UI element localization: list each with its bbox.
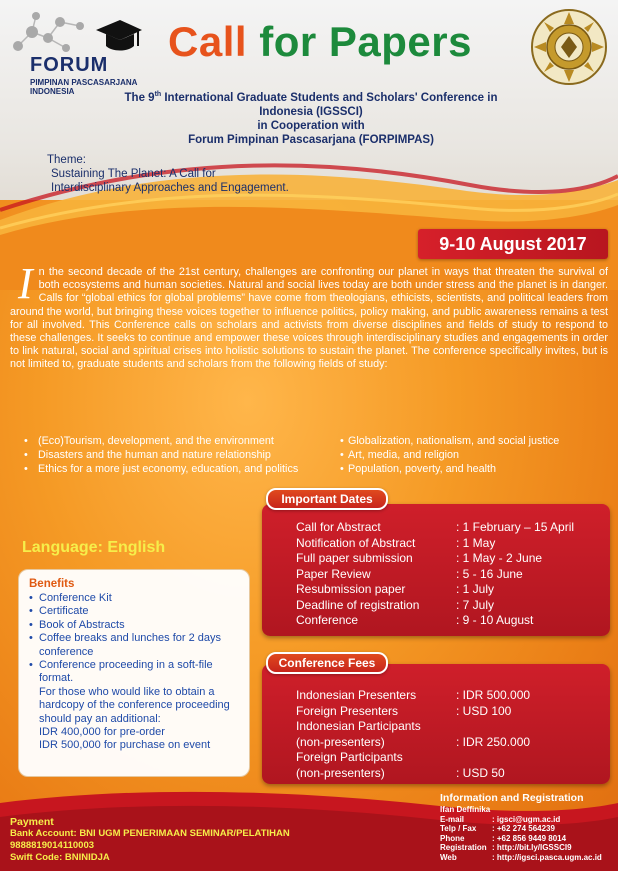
info-telp-fax: : +62 274 564239	[492, 824, 555, 834]
info-row	[440, 834, 602, 844]
university-seal-icon	[530, 8, 608, 86]
intro-paragraph	[10, 259, 608, 372]
conference-fees-title: Conference Fees	[266, 652, 388, 674]
fee-label: (non-presenters)	[296, 765, 385, 780]
benefit-item: • Conference proceeding in a soft-file format.	[29, 659, 239, 686]
benefits-box	[18, 569, 250, 777]
info-email[interactable]: : igsci@ugm.ac.id	[492, 814, 561, 824]
info-label: Telp / Fax	[440, 824, 477, 834]
date-value: : 5 - 16 June	[456, 566, 523, 581]
date-value: : 1 February – 15 April	[456, 520, 575, 534]
info-row	[440, 853, 602, 863]
subtitle-line4: Forum Pimpinan Pascasarjana (FORPIMPAS)	[188, 133, 434, 146]
subtitle-line3: in Cooperation with	[257, 119, 365, 132]
field-item: • Ethics for a more just economy, education, and politics	[24, 462, 324, 476]
info-label: Web	[440, 852, 457, 862]
date-row	[296, 613, 606, 629]
date-value: : 1 May	[456, 535, 496, 550]
fee-row	[296, 688, 606, 704]
conference-fees-table	[296, 688, 606, 781]
date-row	[296, 551, 606, 567]
fee-row	[296, 750, 606, 766]
benefit-item: • Coffee breaks and lunches for 2 days conference	[29, 632, 239, 659]
benefit-note: For those who would like to obtain a hardcopy of the conference proceeding should pay an additional:	[39, 685, 230, 725]
date-label: Notification of Abstract	[296, 535, 416, 550]
date-label: Paper Review	[296, 566, 371, 581]
title-for: for	[259, 18, 317, 65]
date-row	[296, 520, 606, 536]
fee-row	[296, 719, 606, 735]
payment-account-number: 9888819014110003	[10, 840, 95, 851]
page-title	[168, 18, 472, 66]
fee-row	[296, 766, 606, 782]
info-row	[440, 824, 602, 834]
subtitle-ordinal-suffix: th	[154, 91, 162, 98]
date-row	[296, 582, 606, 598]
benefits-list	[29, 592, 239, 686]
important-dates-title: Important Dates	[266, 488, 388, 510]
fee-value: : USD 50	[456, 765, 505, 780]
date-value: : 1 July	[456, 582, 495, 596]
date-label: Call for Abstract	[296, 520, 381, 534]
info-contact-name: Ifan Deffinika	[440, 805, 491, 814]
fee-value: : USD 100	[456, 703, 512, 718]
forum-logo	[8, 8, 158, 96]
date-label: Deadline of registration	[296, 597, 420, 612]
registration-info-block	[440, 792, 602, 863]
fee-value: : IDR 250.000	[456, 734, 531, 749]
payment-title: Payment	[10, 816, 54, 828]
benefit-preorder-price: IDR 400,000 for pre-order	[39, 726, 165, 739]
fee-row	[296, 704, 606, 720]
fee-label: (non-presenters)	[296, 734, 385, 749]
date-value: : 7 July	[456, 597, 495, 612]
fields-right-list	[340, 434, 610, 476]
date-label: Resubmission paper	[296, 582, 406, 596]
fee-label: Indonesian Presenters	[296, 688, 417, 702]
info-label: Registration	[440, 843, 487, 853]
fee-label: Indonesian Participants	[296, 719, 421, 733]
info-label: Phone	[440, 833, 465, 843]
field-item: • Population, poverty, and health	[340, 462, 610, 476]
intro-dropcap: I	[18, 259, 33, 308]
event-date-badge: 9-10 August 2017	[418, 229, 608, 259]
info-phone: : +62 856 9449 8014	[492, 833, 567, 843]
subtitle-ordinal: The 9	[124, 91, 155, 104]
title-papers: Papers	[328, 18, 472, 65]
theme-label: Theme:	[47, 154, 86, 166]
benefits-title: Benefits	[29, 578, 75, 590]
info-title: Information and Registration	[440, 792, 584, 804]
logo-subtitle-line1: PIMPINAN PASCASARJANA	[30, 78, 138, 87]
subtitle-line1: International Graduate Students and Scholars' Conference in	[161, 91, 498, 104]
conference-subtitle	[96, 88, 526, 147]
field-item: • (Eco)Tourism, development, and the environment	[24, 434, 324, 448]
payment-block	[10, 816, 290, 864]
date-label: Full paper submission	[296, 551, 413, 565]
date-row	[296, 598, 606, 614]
fields-left-list	[24, 434, 324, 476]
benefit-item: • Conference Kit	[29, 592, 239, 605]
intro-text: n the second decade of the 21st century, challenges are confronting our planet in ways that threaten the survival of both ecosystems and human societies. Natural and social lives today are both under stress and the planet is in danger. Calls for “global ethics for global problems” have come from theologians, ethicists, scientists, and political leaders from around the world, but bringing these voices together to influence politics, policy making, and public awareness remains a test for all involved. This Conference calls on scholars and activists from diverse disciplines and fields of study to respond to these challenges. It seeks to continue and empower these voices through interdisciplinary studies and engagements in order to link natural, social and spiritual crises into holistic solutions to sustain the planet. The conference specifically invites, but is not limited to, graduate students and scholars from the following fields of study:	[10, 266, 608, 371]
benefit-item: • Certificate	[29, 605, 239, 618]
field-item: • Globalization, nationalism, and social justice	[340, 434, 610, 448]
info-registration-link[interactable]: : http://bit.ly/IGSSCI9	[492, 843, 572, 853]
fee-label: Foreign Participants	[296, 750, 403, 764]
date-value: : 9 - 10 August	[456, 613, 534, 627]
subtitle-line2: Indonesia (IGSSCI)	[259, 105, 363, 118]
benefit-onsite-price: IDR 500,000 for purchase on event	[39, 739, 211, 752]
molecule-icon	[10, 8, 92, 60]
theme-block	[47, 153, 289, 195]
info-row	[440, 843, 602, 853]
info-label: E-mail	[440, 814, 465, 824]
fee-label: Foreign Presenters	[296, 703, 399, 718]
date-value: : 1 May - 2 June	[456, 551, 543, 565]
forum-logo-text: FORUM	[30, 54, 109, 76]
info-web-link[interactable]: : http://igsci.pasca.ugm.ac.id	[492, 852, 602, 862]
date-row	[296, 567, 606, 583]
theme-line2: Interdisciplinary Approaches and Engagement.	[51, 182, 289, 194]
payment-bank-account: Bank Account: BNI UGM PENERIMAAN SEMINAR/PELATIHAN	[10, 828, 290, 839]
title-call: Call	[168, 18, 248, 65]
field-item: • Art, media, and religion	[340, 448, 610, 462]
payment-swift-code: Swift Code: BNINIDJA	[10, 852, 110, 863]
date-label: Conference	[296, 613, 359, 627]
language-label: Language: English	[22, 539, 166, 556]
benefit-item: • Book of Abstracts	[29, 619, 239, 632]
fee-row	[296, 735, 606, 751]
info-row	[440, 815, 602, 825]
logo-subtitle-line2: INDONESIA	[30, 87, 75, 96]
field-item: • Disasters and the human and nature relationship	[24, 448, 324, 462]
theme-line1: Sustaining The Planet: A Call for	[51, 168, 216, 180]
important-dates-table	[296, 520, 606, 629]
fee-value: : IDR 500.000	[456, 688, 531, 702]
date-row	[296, 536, 606, 552]
graduation-cap-icon	[94, 16, 144, 56]
